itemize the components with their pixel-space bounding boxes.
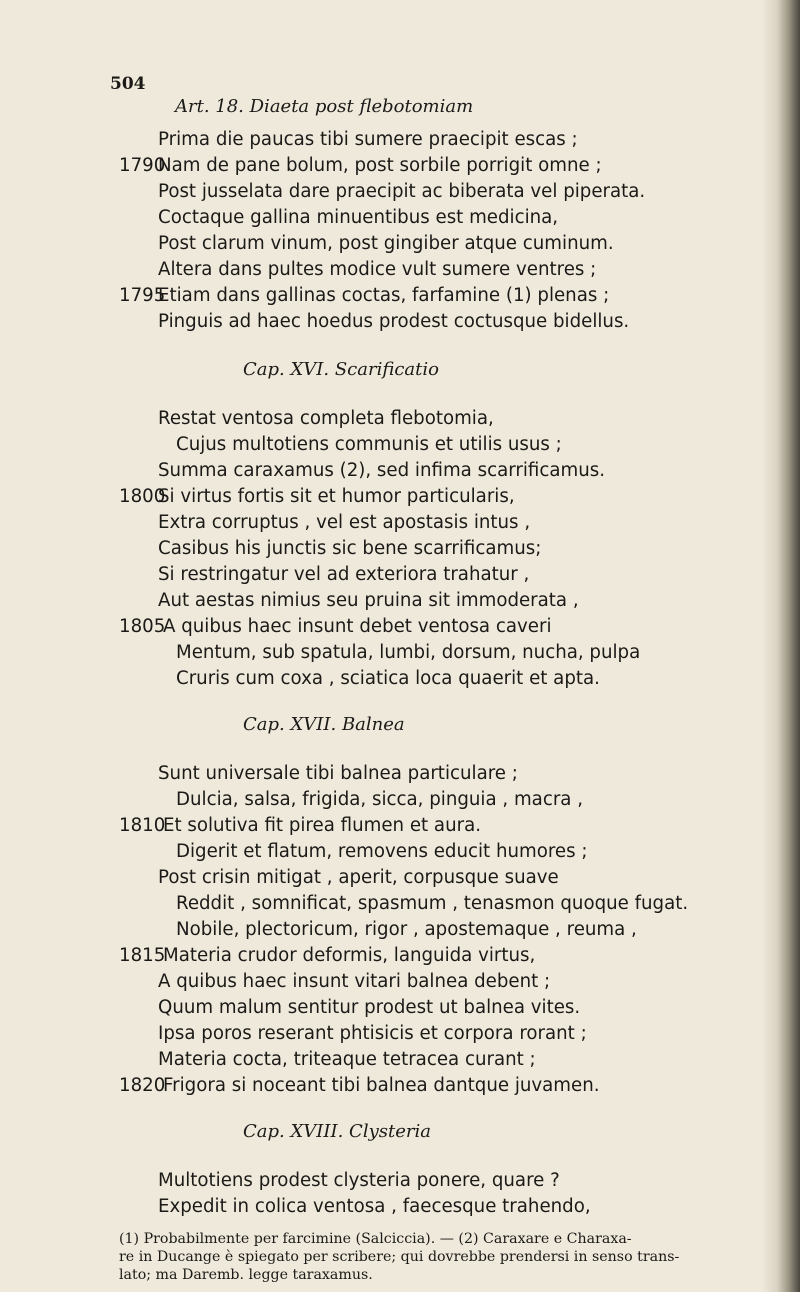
verse-line: Altera dans pultes modice vult sumere ventres ;	[158, 259, 597, 280]
verse-line: Prima die paucas tibi sumere praecipit escas ;	[158, 129, 578, 150]
line-number: 1790	[119, 155, 166, 176]
line-number: 1795	[119, 285, 166, 306]
verse-line: Materia crudor deformis, languida virtus,	[163, 945, 536, 966]
verse-line: Restat ventosa completa flebotomia,	[158, 408, 494, 429]
chapter-heading: Cap. XVII. Balnea	[243, 714, 405, 735]
verse-line: Summa caraxamus (2), sed infima scarrificamus.	[158, 460, 606, 481]
footnote-line: re in Ducange è spiegato per scribere; qui dovrebbe prendersi in senso trans-	[119, 1249, 680, 1265]
verse-line: Nobile, plectoricum, rigor , apostemaque , reuma ,	[176, 919, 637, 940]
verse-line: Multotiens prodest clysteria ponere, quare ?	[158, 1170, 560, 1191]
verse-line: Coctaque gallina minuentibus est medicina,	[158, 207, 559, 228]
verse-line: Et solutiva fit pirea flumen et aura.	[163, 815, 481, 836]
verse-line: Post clarum vinum, post gingiber atque cuminum.	[158, 233, 614, 254]
page-number: 504	[110, 74, 146, 94]
running-head: Art. 18. Diaeta post flebotomiam	[175, 96, 474, 117]
verse-line: Sunt universale tibi balnea particulare ;	[158, 763, 518, 784]
verse-line: Cruris cum coxa , sciatica loca quaerit et apta.	[176, 668, 600, 689]
verse-line: Digerit et flatum, removens educit humores ;	[176, 841, 588, 862]
verse-line: Pinguis ad haec hoedus prodest coctusque bidellus.	[158, 311, 630, 332]
verse-line: Frigora si noceant tibi balnea dantque juvamen.	[163, 1075, 600, 1096]
line-number: 1815	[119, 945, 166, 966]
line-number: 1810	[119, 815, 166, 836]
verse-line: Ipsa poros reserant phtisicis et corpora rorant ;	[158, 1023, 587, 1044]
verse-line: Quum malum sentitur prodest ut balnea vites.	[158, 997, 581, 1018]
verse-line: Si virtus fortis sit et humor particularis,	[158, 486, 515, 507]
footnote-line: (1) Probabilmente per farcimine (Salciccia). — (2) Caraxare e Charaxa-	[119, 1231, 632, 1247]
line-number: 1820	[119, 1075, 166, 1096]
verse-line: Reddit , somnificat, spasmum , tenasmon quoque fugat.	[176, 893, 689, 914]
verse-line: Mentum, sub spatula, lumbi, dorsum, nucha, pulpa	[176, 642, 641, 663]
footnote-line: lato; ma Daremb. legge taraxamus.	[119, 1267, 373, 1283]
verse-line: Si restringatur vel ad exteriora trahatur ,	[158, 564, 530, 585]
verse-line: Cujus multotiens communis et utilis usus ;	[176, 434, 562, 455]
verse-line: Post crisin mitigat , aperit, corpusque suave	[158, 867, 559, 888]
line-number: 1805	[119, 616, 166, 637]
verse-line: Nam de pane bolum, post sorbile porrigit omne ;	[158, 155, 602, 176]
verse-line: Extra corruptus , vel est apostasis intus ,	[158, 512, 531, 533]
verse-line: Post jusselata dare praecipit ac biberata vel piperata.	[158, 181, 646, 202]
chapter-heading: Cap. XVIII. Clysteria	[243, 1121, 431, 1142]
line-number: 1800	[119, 486, 166, 507]
verse-line: A quibus haec insunt vitari balnea debent ;	[158, 971, 551, 992]
verse-line: Etiam dans gallinas coctas, farfamine (1) plenas ;	[158, 285, 610, 306]
verse-line: Dulcia, salsa, frigida, sicca, pinguia , macra ,	[176, 789, 584, 810]
chapter-heading: Cap. XVI. Scarificatio	[243, 359, 439, 380]
page-edge-shadow	[762, 0, 800, 1292]
verse-line: Materia cocta, triteaque tetracea curant ;	[158, 1049, 536, 1070]
verse-line: Aut aestas nimius seu pruina sit immoderata ,	[158, 590, 579, 611]
verse-line: A quibus haec insunt debet ventosa caveri	[163, 616, 552, 637]
verse-line: Expedit in colica ventosa , faecesque trahendo,	[158, 1196, 591, 1217]
verse-line: Casibus his junctis sic bene scarrificamus;	[158, 538, 542, 559]
